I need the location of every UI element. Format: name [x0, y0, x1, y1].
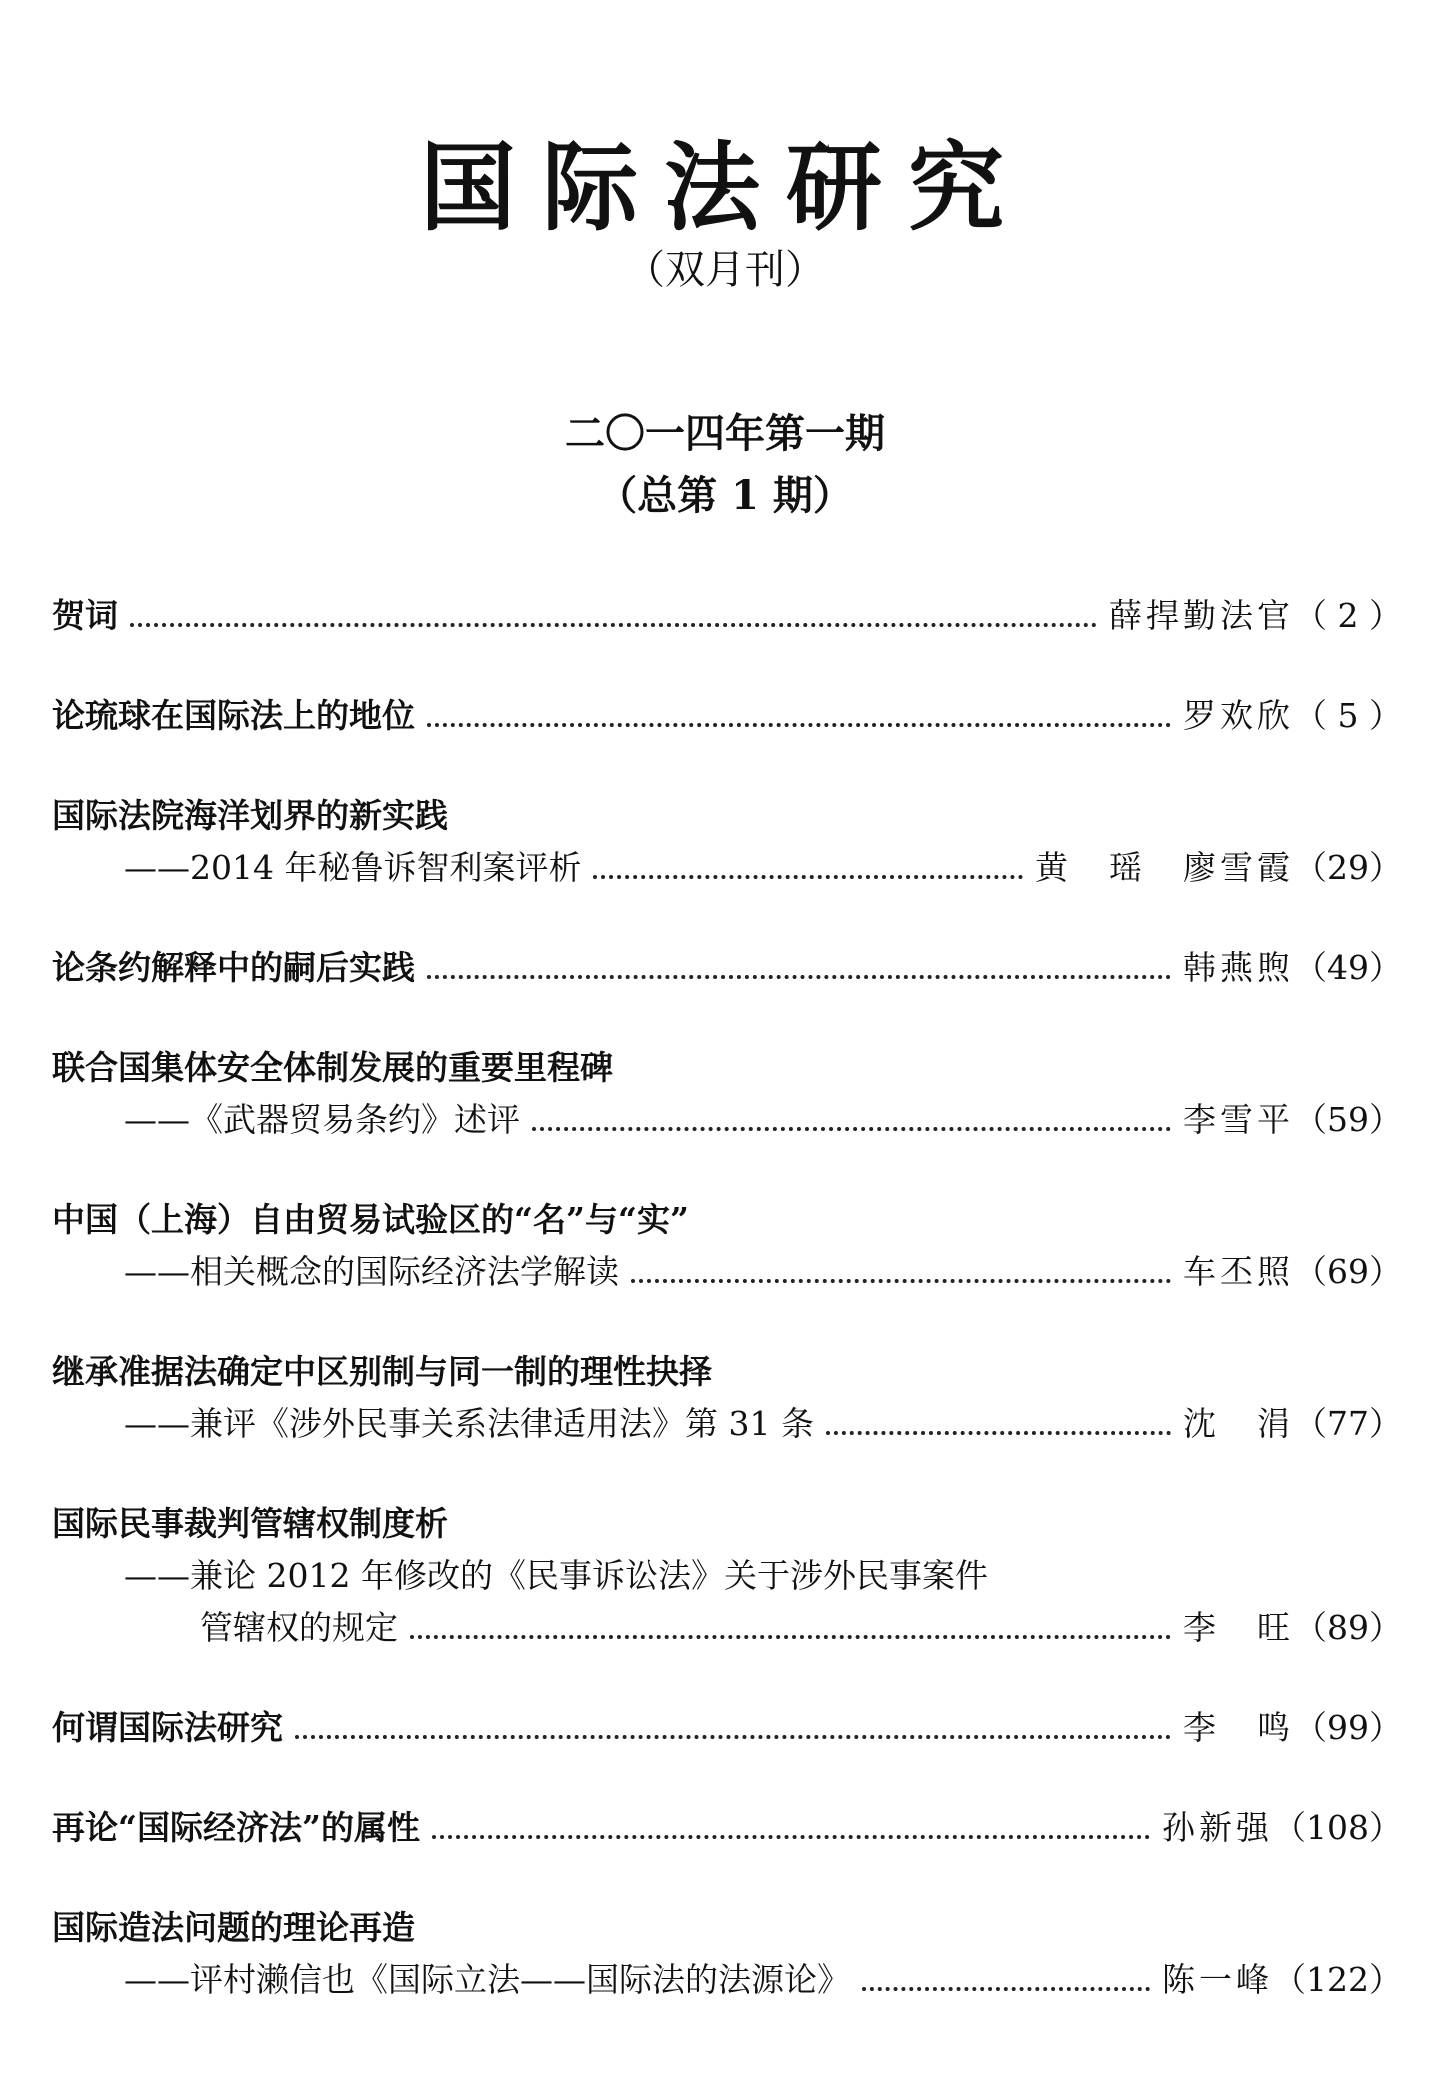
article-author: 车丕照: [1183, 1252, 1294, 1291]
article-author: 薛捍勤法官: [1109, 596, 1295, 635]
issue-total-label: （总第 1 期）: [597, 472, 853, 519]
article-subtitle: ——2014 年秘鲁诉智利案评析: [124, 848, 582, 887]
frequency-label: （双月刊）: [625, 247, 825, 293]
article-title: 何谓国际法研究: [52, 1708, 283, 1747]
article-title: 联合国集体安全体制发展的重要里程碑: [52, 1048, 613, 1087]
article-author: 陈一峰: [1162, 1960, 1273, 1999]
leader-dots: [295, 1735, 1171, 1739]
article-author: 韩燕煦: [1183, 948, 1294, 987]
leader-dots: [826, 1431, 1171, 1435]
table-of-contents: [52, 590, 1402, 2054]
article-author: 罗欢欣: [1183, 696, 1295, 735]
leader-dots: [130, 623, 1097, 627]
article-author: 李 鸣: [1183, 1708, 1294, 1747]
article-title: 再论“国际经济法”的属性: [52, 1808, 420, 1847]
toc-entry[interactable]: [52, 1346, 1402, 1450]
toc-entry[interactable]: [52, 790, 1402, 894]
article-title: 贺词: [52, 596, 118, 635]
page-number: （ 2 ）: [1294, 596, 1402, 635]
article-title: 继承准据法确定中区别制与同一制的理性抉择: [52, 1352, 712, 1391]
toc-entry[interactable]: [52, 590, 1402, 642]
page-number: （59）: [1294, 1100, 1402, 1139]
page-number: （29）: [1294, 848, 1402, 887]
article-author: 孙新强: [1162, 1808, 1273, 1847]
article-author: 李雪平: [1183, 1100, 1294, 1139]
article-subtitle: ——兼评《涉外民事关系法律适用法》第 31 条: [124, 1404, 814, 1443]
leader-dots: [432, 1835, 1150, 1839]
article-author: 沈 涓: [1183, 1404, 1294, 1443]
article-title: 国际造法问题的理论再造: [52, 1908, 415, 1947]
toc-entry[interactable]: [52, 1702, 1402, 1754]
page-number: （69）: [1294, 1252, 1402, 1291]
article-title: 论琉球在国际法上的地位: [52, 696, 415, 735]
toc-entry[interactable]: [52, 1194, 1402, 1298]
article-author: 黄 瑶 廖雪霞: [1035, 848, 1294, 887]
leader-dots: [532, 1127, 1171, 1131]
article-subtitle: ——《武器贸易条约》述评: [124, 1100, 520, 1139]
article-title: 论条约解释中的嗣后实践: [52, 948, 415, 987]
article-author: 李 旺: [1183, 1608, 1294, 1647]
article-subtitle: ——相关概念的国际经济法学解读: [124, 1252, 619, 1291]
page-number: （108）: [1273, 1808, 1402, 1847]
page-number: （77）: [1294, 1404, 1402, 1443]
page-number: （99）: [1294, 1708, 1402, 1747]
leader-dots: [427, 723, 1171, 727]
toc-entry[interactable]: [52, 1902, 1402, 2006]
toc-entry[interactable]: [52, 942, 1402, 994]
article-subtitle-continued: 管辖权的规定: [200, 1608, 398, 1647]
article-subtitle: ——评村濑信也《国际立法——国际法的法源论》: [124, 1960, 850, 1999]
leader-dots: [410, 1635, 1171, 1639]
toc-entry[interactable]: [52, 690, 1402, 742]
leader-dots: [631, 1279, 1171, 1283]
leader-dots: [593, 875, 1023, 879]
journal-title: 国际法研究: [420, 131, 1030, 244]
page-number: （ 5 ）: [1294, 696, 1402, 735]
issue-label: 二〇一四年第一期: [565, 410, 885, 457]
toc-entry[interactable]: [52, 1802, 1402, 1854]
page-number: （49）: [1294, 948, 1402, 987]
article-title: 国际民事裁判管辖权制度析: [52, 1504, 448, 1543]
leader-dots: [862, 1987, 1150, 1991]
leader-dots: [427, 975, 1171, 979]
page-number: （122）: [1273, 1960, 1402, 1999]
article-title: 中国（上海）自由贸易试验区的“名”与“实”: [52, 1200, 689, 1239]
article-title: 国际法院海洋划界的新实践: [52, 796, 448, 835]
toc-entry[interactable]: [52, 1042, 1402, 1146]
toc-entry[interactable]: [52, 1498, 1402, 1654]
page-number: （89）: [1294, 1608, 1402, 1647]
article-subtitle: ——兼论 2012 年修改的《民事诉讼法》关于涉外民事案件: [124, 1556, 988, 1595]
